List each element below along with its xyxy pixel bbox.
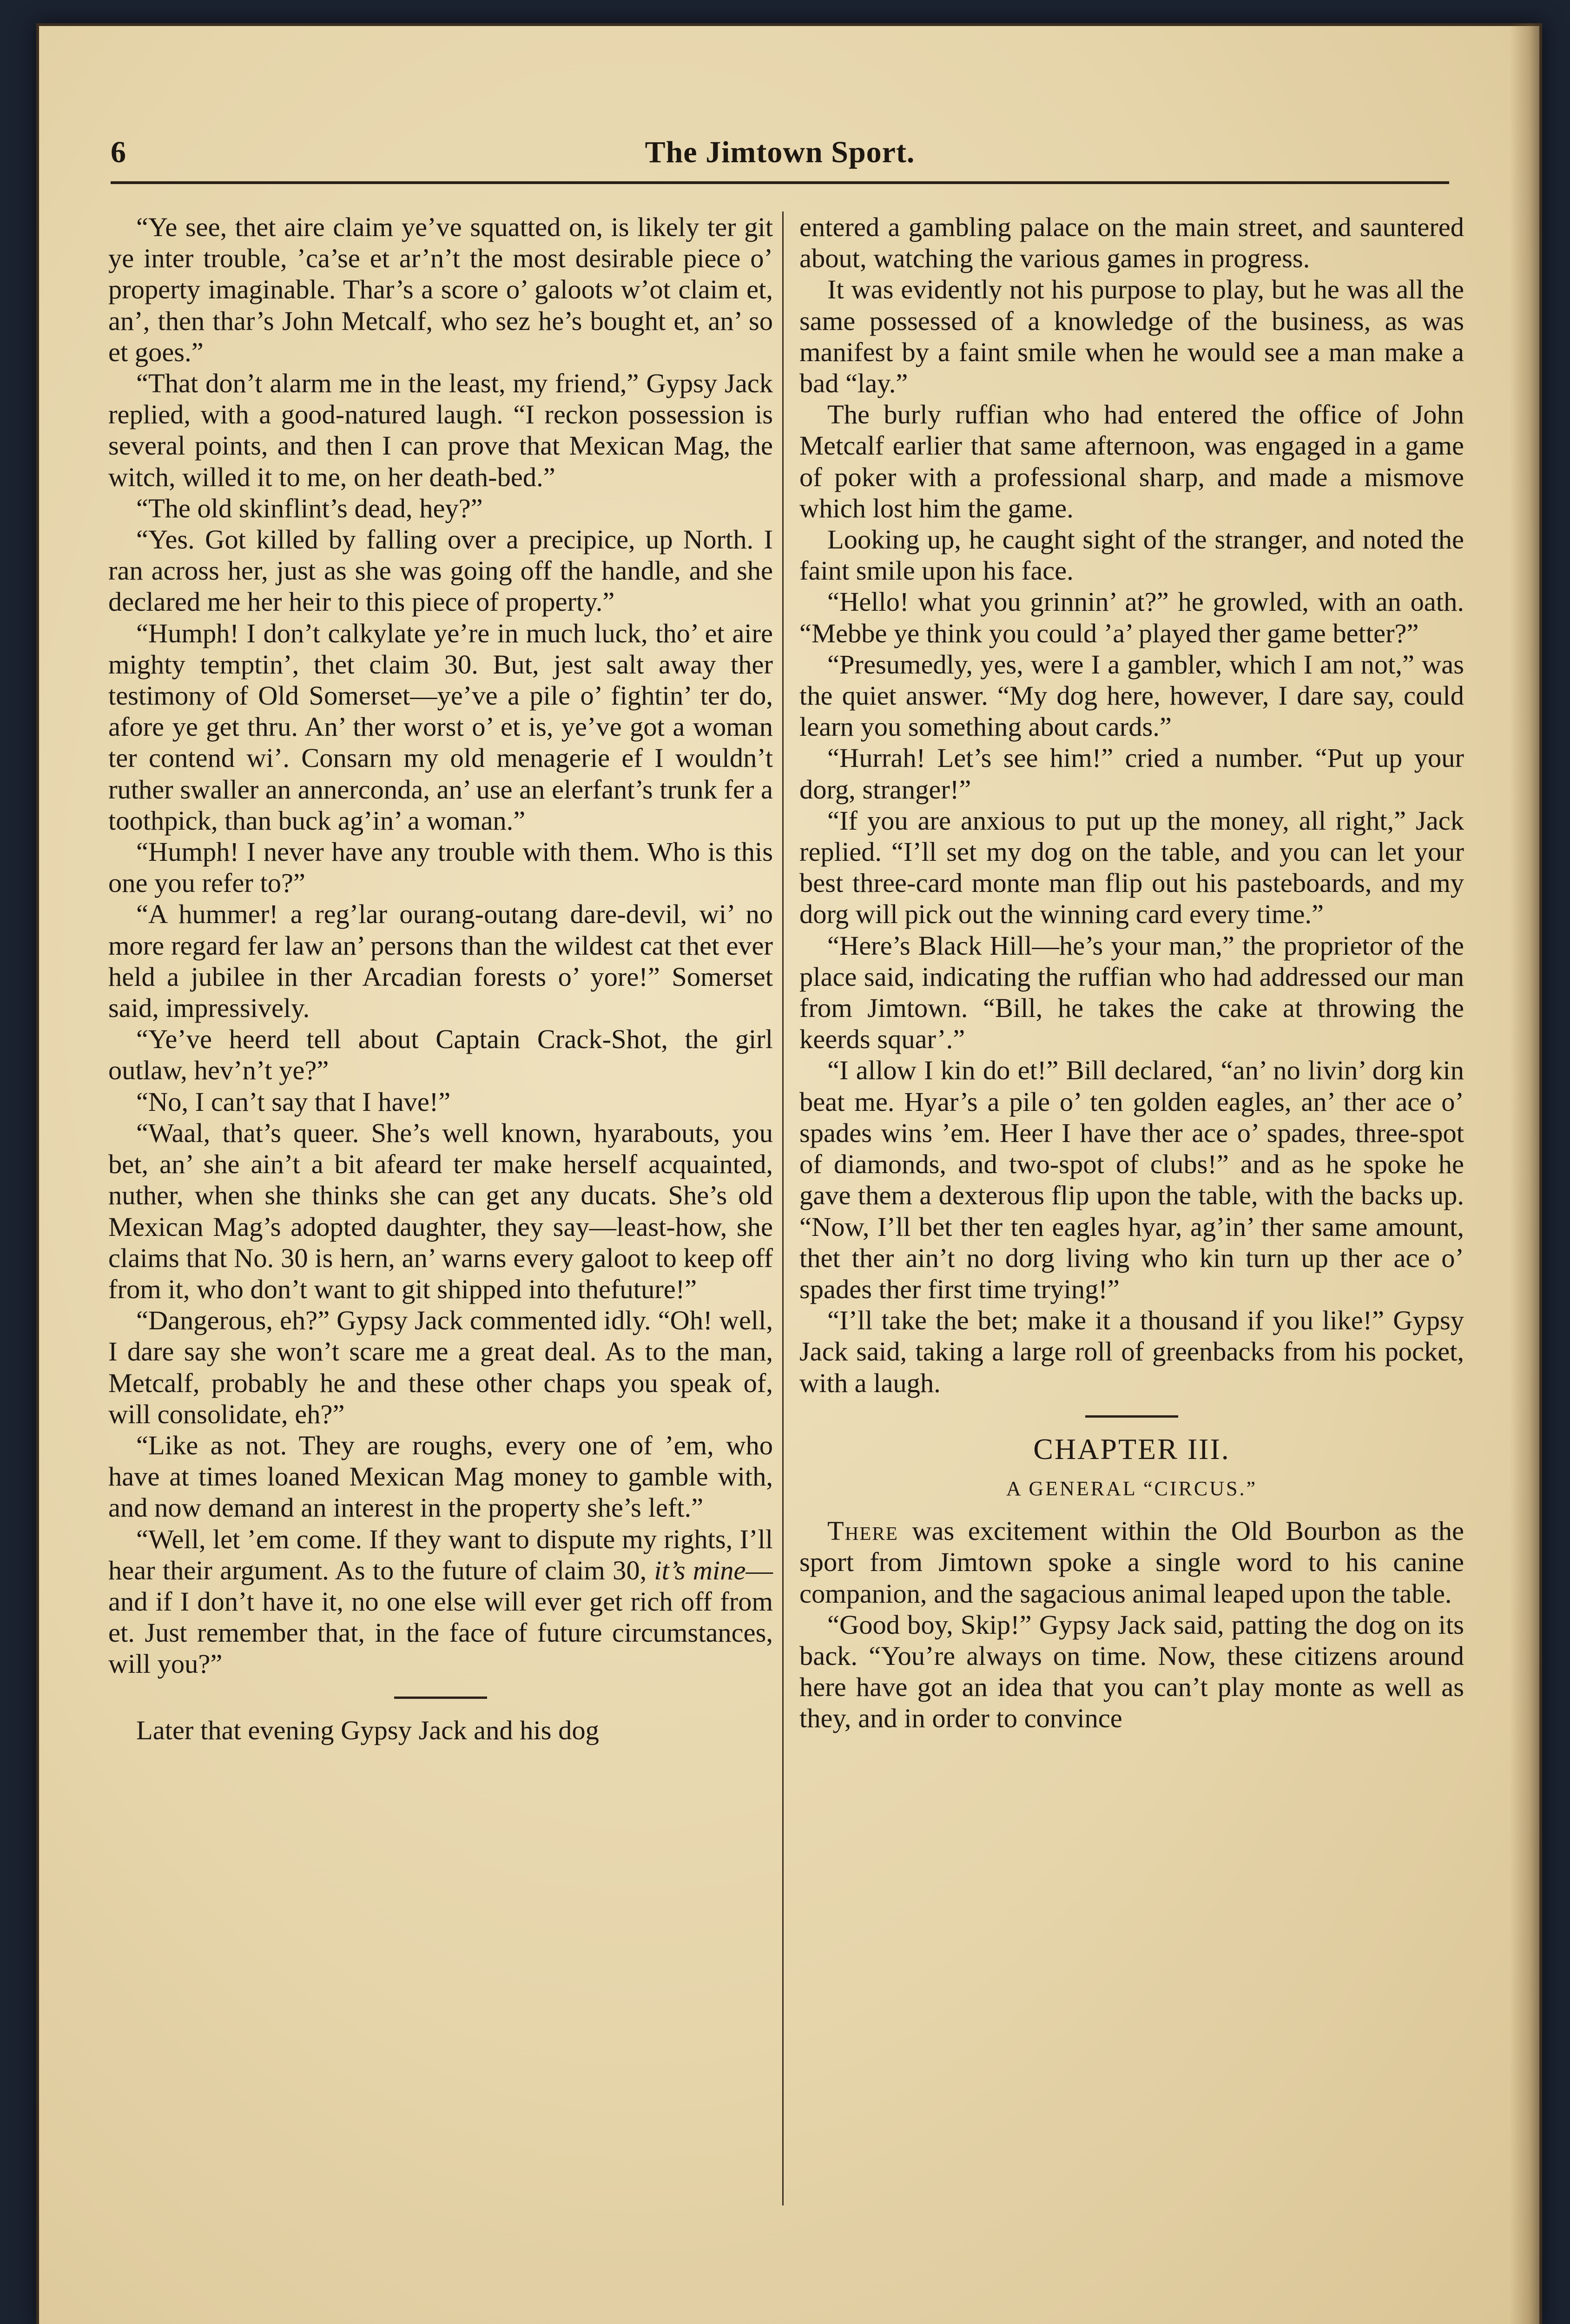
paragraph: “No, I can’t say that I have!”	[136, 1086, 451, 1117]
chapter-title: CHAPTER III.	[1033, 1432, 1230, 1466]
paragraph: “A hummer! a reg’lar ourang-outang dare-devil, wi’ no more regard fer law an’ persons than the wildest cat thet ever held a jubilee in ther Arcadian forests o’ yore!” Somerset said, impressively.	[108, 899, 773, 1023]
paragraph: “Like as not. They are roughs, every one of ’em, who have at times loaned Mexican Mag money to gamble with, and now demand an interest in the property she’s left.”	[108, 1430, 773, 1523]
paragraph: Looking up, he caught sight of the stranger, and noted the faint smile upon his face.	[799, 524, 1464, 586]
chapter-rule	[1085, 1415, 1178, 1418]
italic-emphasis: it’s mine	[654, 1555, 746, 1585]
paragraph: “Ye see, thet aire claim ye’ve squatted on, is likely ter git ye inter trouble, ’ca’se et ar’n’t the most desirable piece o’ property imaginable. Thar’s a score o’ galoots w’ot claim et, an’, then thar’s John Metcalf, who sez he’s bought et, an’ so et goes.”	[108, 212, 773, 367]
paragraph	[799, 1515, 1464, 1609]
paragraph: “Presumedly, yes, were I a gambler, which I am not,” was the quiet answer. “My dog here, however, I dare say, could learn you something about cards.”	[799, 649, 1464, 742]
paragraph: “Dangerous, eh?” Gypsy Jack commented idly. “Oh! well, I dare say she won’t scare me a great deal. As to the man, Metcalf, probably he and these other chaps you speak of, will consolidate, eh?”	[108, 1305, 773, 1429]
paragraph: “Humph! I never have any trouble with them. Who is this one you refer to?”	[108, 837, 773, 898]
paragraph: “That don’t alarm me in the least, my friend,” Gypsy Jack replied, with a good-natured laugh. “I reckon possession is several points, and then I can prove that Mexican Mag, the witch, willed it to me, on her death-bed.”	[108, 368, 773, 492]
paragraph-text: was excitement within the Old Bourbon as the sport from Jimtown spoke a single word to his canine companion, and the sagacious animal leaped upon the table.	[799, 1516, 1464, 1609]
left-column	[108, 211, 773, 1746]
paragraph: “I’ll take the bet; make it a thousand if you like!” Gypsy Jack said, taking a large roll of greenbacks from his pocket, with a laugh.	[799, 1305, 1464, 1398]
paragraph: “Good boy, Skip!” Gypsy Jack said, patting the dog on its back. “You’re always on time. Now, these citizens around here have got an idea that you can’t play monte as well as they, and in order to convince	[799, 1609, 1464, 1734]
paragraph: The burly ruffian who had entered the office of John Metcalf earlier that same afternoon, was engaged in a game of poker with a professional sharp, and made a mismove which lost him the game.	[799, 399, 1464, 523]
paragraph: “Here’s Black Hill—he’s your man,” the proprietor of the place said, indicating the ruffian who had addressed our man from Jimtown. “Bill, he takes the cake at throwing the keerds squar’.”	[799, 930, 1464, 1055]
paragraph: “I allow I kin do et!” Bill declared, “an’ no livin’ dorg kin beat me. Hyar’s a pile o’ ten golden eagles, an’ ther ace o’ spades wins ’em. Heer I have ther ace o’ spades, three-spot of diamonds, and two-spot of clubs!” and as he spoke he gave them a dexterous flip upon the table, with the backs up. “Now, I’ll bet ther ten eagles hyar, ag’in’ ther same amount, thet ther ain’t no dorg living who kin turn up ther ace o’ spades ther first time trying!”	[799, 1055, 1464, 1304]
lead-word: There	[827, 1516, 898, 1546]
magazine-page	[36, 23, 1542, 2324]
paragraph-text: —and if I don’t have it, no one else will ever get rich off from et. Just remember that, in the face of future circumstances, will you?”	[108, 1555, 773, 1679]
paragraph: It was evidently not his purpose to play, but he was all the same possessed of a knowledge of the business, as was manifest by a faint smile when he would see a man make a bad “lay.”	[799, 274, 1464, 399]
section-rule	[394, 1697, 487, 1699]
paragraph: “If you are anxious to put up the money, all right,” Jack replied. “I’ll set my dog on the table, and you can let your best three-card monte man flip out his pasteboards, and my dorg will pick out the winning card every time.”	[799, 805, 1464, 930]
page-number: 6	[111, 135, 126, 169]
header-rule	[111, 181, 1449, 184]
paragraph: “Ye’ve heerd tell about Captain Crack-Shot, the girl outlaw, hev’n’t ye?”	[108, 1024, 773, 1086]
paragraph: “Hurrah! Let’s see him!” cried a number. “Put up your dorg, stranger!”	[799, 743, 1464, 805]
paragraph: “The old skinflint’s dead, hey?”	[136, 493, 483, 523]
paragraph: “Waal, that’s queer. She’s well known, hyarabouts, you bet, an’ she ain’t a bit afeard ter make herself acquainted, nuther, when she thinks she can get any ducats. She’s old Mexican Mag’s adopted daughter, they say—least-how, she claims that No. 30 is hern, an’ warns every galoot to keep off from it, who don’t want to git shipped into thefuture!”	[108, 1117, 773, 1304]
paragraph: “Yes. Got killed by falling over a precipice, up North. I ran across her, just as she was going off the handle, and she declared me her heir to this piece of property.”	[108, 524, 773, 617]
paragraph: “Hello! what you grinnin’ at?” he growled, with an oath. “Mebbe ye think you could ’a’ played ther game better?”	[799, 587, 1464, 648]
right-column	[799, 211, 1464, 1734]
paragraph: “Humph! I don’t calkylate ye’re in much luck, tho’ et aire mighty temptin’, thet claim 30. But, jest salt away ther testimony of Old Somerset—ye’ve a pile o’ fightin’ ter do, afore ye get thru. An’ ther worst o’ et is, ye’ve got a woman ter contend wi’. Consarn my old menagerie ef I wouldn’t ruther swaller an annerconda, an’ use an elerfant’s trunk fer a toothpick, than buck ag’in’ a woman.”	[108, 618, 773, 836]
paragraph: Later that evening Gypsy Jack and his dog	[136, 1715, 599, 1745]
paragraph	[108, 1524, 773, 1680]
chapter-subtitle: A GENERAL “CIRCUS.”	[1006, 1477, 1258, 1500]
page-edge-shadow	[1510, 23, 1542, 2324]
paragraph: entered a gambling palace on the main street, and sauntered about, watching the various games in progress.	[799, 212, 1464, 274]
page-header	[111, 130, 1449, 186]
paragraph-text: “Well, let ’em come. If they want to dispute my rights, I’ll hear their argument. As to the future of claim 30,	[108, 1524, 773, 1585]
column-divider	[782, 211, 784, 2205]
running-title: The Jimtown Sport.	[645, 135, 915, 169]
